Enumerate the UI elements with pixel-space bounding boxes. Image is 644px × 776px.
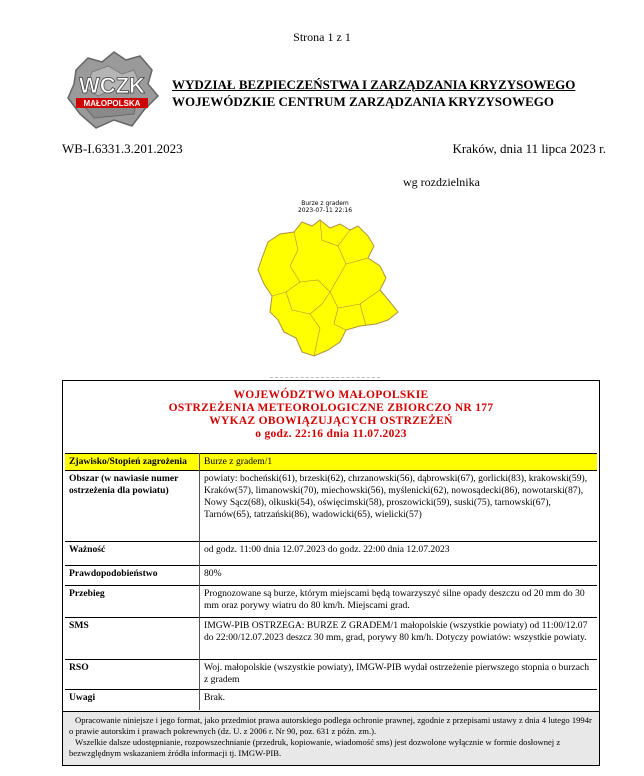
warning-title-region: WOJEWÓDZTWO MAŁOPOLSKIE (233, 389, 429, 401)
map-title: Burze z gradem (301, 200, 349, 207)
row-label: RSO (65, 660, 200, 690)
row-value: Burze z gradem/1 (200, 454, 598, 471)
reference-number: WB-I.6331.3.201.2023 (62, 141, 183, 156)
warning-box (62, 380, 600, 766)
row-label: Uwagi (65, 690, 200, 710)
footer-distribution: Wszelkie dalsze udostępnianie, rozpowszechnianie (przedruk, kopiowanie, wiadomość sms) jest dozwolone wyłącznie w formie dosłownej z bezwzględnym wskazaniem źródła informacji tj. IMGW-PIB. (69, 737, 561, 758)
table-row (65, 542, 597, 566)
row-label: Prawdopodobieństwo (65, 566, 200, 586)
table-row (65, 471, 597, 542)
row-label: SMS (65, 618, 200, 660)
row-label: Obszar (w nawiasie numer ostrzeżenia dla powiatu) (65, 471, 200, 542)
row-value: powiaty: bocheński(61), brzeski(62), chrzanowski(56), dąbrowski(67), gorlicki(83), krakowski(59), Kraków(57), limanowski(70), miechowski(56), myślenicki(62), nowosądecki(86), nowotarski(87), Nowy Sącz(68), olkuski(54), oświęcimski(58), proszowicki(59), suski(75), tarnowski(67), Tarnów(65), tatrzański(86), wadowicki(65), wielicki(57) (200, 471, 598, 542)
row-value: Brak. (200, 690, 598, 710)
warning-map (250, 200, 400, 370)
warning-title-list: WYKAZ OBOWIĄZUJĄCYCH OSTRZEŻEŃ (209, 415, 453, 427)
logo-text: WCZK (79, 73, 145, 98)
region-shape (258, 220, 398, 356)
org-name-line2: WOJEWÓDZKIE CENTRUM ZARZĄDZANIA KRYZYSOWEGO (172, 94, 555, 109)
wczk-logo (62, 48, 162, 132)
map-timestamp: 2023-07-11 22:16 (297, 207, 353, 214)
table-row (65, 566, 597, 586)
divider-dashed (270, 377, 380, 378)
row-value: od godz. 11:00 dnia 12.07.2023 do godz. 22:00 dnia 12.07.2023 (200, 542, 598, 566)
logo-subtext: MAŁOPOLSKA (83, 99, 141, 108)
document-date: Kraków, dnia 11 lipca 2023 r. (452, 141, 606, 156)
row-label: Przebieg (65, 586, 200, 618)
row-value: Woj. małopolskie (wszystkie powiaty), IMGW-PIB wydał ostrzeżenie pierwszego stopnia o burzach z gradem (200, 660, 598, 690)
warning-title-time: o godz. 22:16 dnia 11.07.2023 (255, 428, 407, 440)
warning-table (65, 453, 597, 710)
row-value: Prognozowane są burze, którym miejscami będą towarzyszyć silne opady deszczu od 20 mm do 30 mm oraz porywy wiatru do 80 km/h. Miejscami grad. (200, 586, 598, 618)
org-name-line1: WYDZIAŁ BEZPIECZEŃSTWA I ZARZĄDZANIA KRYZYSOWEGO (172, 77, 576, 92)
warning-title-number: OSTRZEŻENIA METEOROLOGICZNE ZBIORCZO NR 177 (168, 402, 494, 414)
table-row (65, 586, 597, 618)
distribution-note: wg rozdzielnika (403, 175, 480, 189)
table-row (65, 618, 597, 660)
row-label: Ważność (65, 542, 200, 566)
page-number: Strona 1 z 1 (293, 30, 351, 44)
row-value: IMGW-PIB OSTRZEGA: BURZE Z GRADEM/1 małopolskie (wszystkie powiaty) od 11:00/12.07 do 22:00/12.07.2023 deszcz 30 mm, grad, porywy 80 km/h. Dotyczy powiatów: wszystkie powiaty. (200, 618, 598, 660)
row-value: 80% (200, 566, 598, 586)
row-label: Zjawisko/Stopień zagrożenia (65, 454, 200, 471)
copyright-footer (63, 711, 599, 765)
table-row (65, 690, 597, 710)
table-row (65, 660, 597, 690)
table-row (65, 454, 597, 471)
footer-copyright: Opracowanie niniejsze i jego format, jako przedmiot prawa autorskiego podlega ochronie prawnej, zgodnie z przepisami ustawy z dnia 4 lutego 1994r o prawie autorskim i prawach pokrewnych (dz. U. z 2006 r. Nr 90, poz. 631 z późn. zm.). (69, 715, 592, 736)
